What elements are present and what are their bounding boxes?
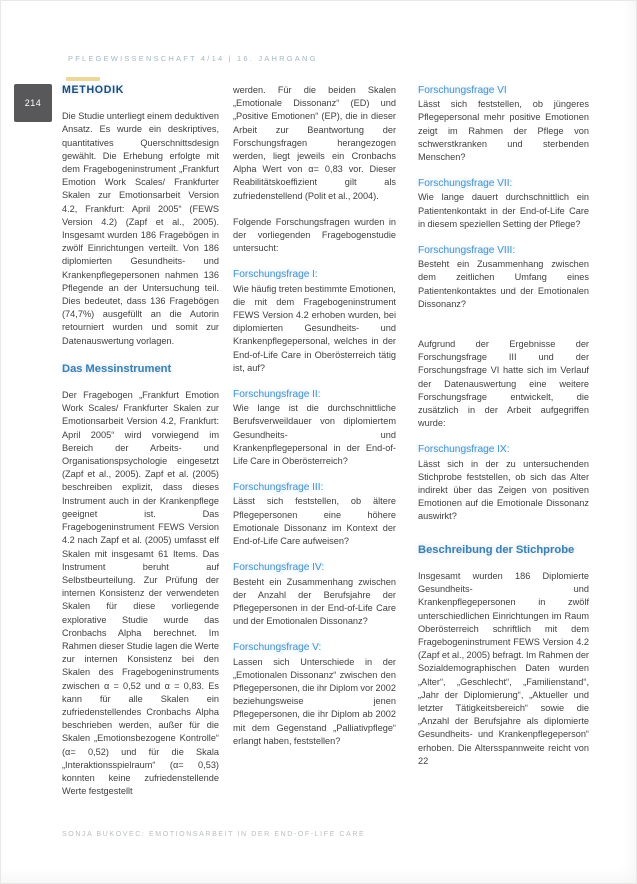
question-label: Forschungsfrage VII:: [418, 178, 513, 190]
research-question-5: [233, 641, 396, 748]
question-label: Forschungsfrage IX:: [418, 444, 510, 456]
middle-column: [233, 84, 396, 748]
research-question-8: [418, 244, 589, 311]
subheading-messinstrument: Das Messinstrument: [62, 362, 172, 375]
question-label: Forschungsfrage V:: [233, 642, 322, 654]
section-heading-methodik: METHODIK: [62, 84, 125, 96]
question-label: Forschungsfrage II:: [233, 389, 321, 401]
journal-header: PFLEGEWISSENSCHAFT 4/14 | 16. JAHRGANG: [68, 54, 318, 63]
question-label: Forschungsfrage I:: [233, 269, 318, 281]
highlight-mark: [66, 77, 100, 81]
page-number-badge: 214: [14, 84, 52, 122]
stichprobe-paragraph: Insgesamt wurden 186 Diplomierte Gesundheits- und Krankenpflegepersonen in zwölf unterschiedlichen Einrichtungen im Raum Oberösterreich schriftlich mit dem Fragebogeninstrument FEWS Version 4.2 (Zapf et al., 2005) befragt. Im Rahmen der Sozialdemographischen Daten wurden „Alter“, „Geschlecht“, „Familienstand“, „Jahr der Diplomierung“, „Aktueller und letzter Tätigkeitsbereich“ sowie die „Anzahl der Berufsjahre als diplomierte Gesundheits- und Krankenpflegeperson“ erhoben. Die Altersspannweite reicht von 22: [418, 570, 589, 766]
methodik-paragraph: Die Studie unterliegt einem deduktiven Ansatz. Es wurde ein deskriptives, quantitatives Querschnittsdesign gewählt. Die Erhebung erfolgte mit dem Fragebogeninstrument „Frankfurt Emotion Work Scales/ Frankfurter Skalen zur Emotionsarbeit Version 4.2, Frankfurt: April 2005“ (FEWS Version 4.2) (Zapf et al., 2005). Insgesamt wurden 186 Fragebögen in zwölf Einrichtungen verteilt. Von 186 diplomierten Gesundheits- und Krankenpflegepersonen nahmen 136 Pflegende an der Untersuchung teil. Dies bedeutet, dass 136 Fragebögen (74,7%) ausgefüllt an die Autorin retourniert wurden und somit zur Datenauswertung vorlagen.: [62, 111, 219, 346]
question-label: Forschungsfrage VIII:: [418, 245, 516, 257]
left-column: [62, 84, 219, 811]
question-text: Wie häufig treten bestimmte Emotionen, die mit dem Fragebogeninstrument FEWS Version 4.2 erhoben wurden, bei diplomierten Gesundheits- und Krankenpflegepersonal, welches in der End-of-Life Care in Oberösterreich tätig ist, auf?: [233, 283, 396, 373]
question-text: Lässt sich feststellen, ob ältere Pflegepersonen eine höhere Emotionale Dissonanz im Kontext der End-of-Life Care aufweisen?: [233, 496, 396, 547]
transition-paragraph: Aufgrund der Ergebnisse der Forschungsfrage III und der Forschungsfrage VI hatte sich im Verlauf der Datenauswertung eine weitere Forschungsfrage entwickelt, die zusätzlich in der Arbeit aufgegriffen wurde:: [418, 339, 589, 429]
research-question-4: [233, 561, 396, 628]
research-question-3: [233, 481, 396, 548]
messinstrument-paragraph: Der Fragebogen „Frankfurt Emotion Work Scales/ Frankfurter Skalen zur Emotionsarbeit Version 4.2, Frankfurt: April 2005“ wird vorwiegend im Bereich der Arbeits- und Organisationspsychologie eingesetzt (Zapf et al., 2005). Zapf et al. (2005) beschreiben explizit, dass dieses Instrument auch in der Krankenpflege geeignet ist. Das Fragebogeninstrument FEWS Version 4.2 nach Zapf et al. (2005) umfasst elf Skalen mit insgesamt 61 Items. Das Instrument beruht auf Selbstbeurteilung. Zur Prüfung der internen Konsistenz der verwendeten Skalen für diese vorliegende explorative Studie wurde das Cronbachs Alpha berechnet. Im Rahmen dieser Studie lagen die Werte zur internen Konsistenz bei den Skalen des Fragebogeninstruments zwischen α = 0,52 und α = 0,83. Es kann für alle Skalen ein zufriedenstellendes Cronbachs Alpha beschrieben werden, außer für die Skalen „Emotionsbezogene Kontrolle“ (α= 0,52) und für die Skala „Interaktionsspielraum“ (α= 0,53) konnten keine zufriedenstellende Werte festgestellt: [62, 390, 219, 797]
question-text: Lässt sich feststellen, ob jüngeres Pflegepersonal mehr positive Emotionen zeigt im Rahmen der Pflege von schwerstkranken und sterbenden Menschen?: [418, 99, 589, 163]
right-column: [418, 84, 589, 781]
subheading-stichprobe: Beschreibung der Stichprobe: [418, 543, 575, 556]
question-label: Forschungsfrage VI: [418, 85, 507, 96]
question-text: Wie lange ist die durchschnittliche Berufsverweildauer von diplomiertem Gesundheits- und Krankenpflegepersonal in der End-of-Life Care in Oberösterreich?: [233, 403, 396, 467]
footer-citation: SONJA BUKOVEC: EMOTIONSARBEIT IN DER END-OF-LIFE CARE: [62, 831, 366, 838]
question-label: Forschungsfrage III:: [233, 482, 324, 494]
research-question-6: [418, 84, 589, 164]
research-question-2: [233, 388, 396, 468]
research-question-7: [418, 177, 589, 231]
question-text: Besteht ein Zusammenhang zwischen dem zeitlichen Umfang eines Patientenkontaktes und der Emotionalen Dissonanz?: [418, 259, 589, 309]
research-question-9: [418, 443, 589, 523]
question-text: Besteht ein Zusammenhang zwischen der Anzahl der Berufsjahre der Pflegepersonen in der End-of-Life Care und der Emotionalen Dissonanz?: [233, 576, 396, 627]
question-text: Lassen sich Unterschiede in der „Emotionalen Dissonanz“ zwischen den Pflegepersonen, die ihr Diplom vor 2002 beziehungsweise jenen Pflegepersonen, die ihr Diplom ab 2002 mit dem Gegenstand „Palliativpflege“ erlangt haben, feststellen?: [233, 656, 396, 746]
research-question-1: [233, 268, 396, 375]
question-label: Forschungsfrage IV:: [233, 562, 325, 574]
intro-questions-paragraph: Folgende Forschungsfragen wurden in der vorliegenden Fragebogenstudie untersucht:: [233, 216, 396, 254]
question-text: Wie lange dauert durchschnittlich ein Patientenkontakt in der End-of-Life Care in diesem speziellen Setting der Pflege?: [418, 192, 589, 229]
question-text: Lässt sich in der zu untersuchenden Stichprobe feststellen, ob sich das Alter indirekt über das Zeigen von positiven Emotionen auf die Emotionale Dissonanz auswirkt?: [418, 458, 589, 522]
continued-paragraph: werden. Für die beiden Skalen „Emotionale Dissonanz“ (ED) und „Positive Emotionen“ (EP), die in dieser Arbeit zur Beantwortung der Forschungsfragen herangezogen werden, liegt jeweils ein Cronbachs Alpha Wert von α= 0,83 vor. Dieser Reabilitätskoeffizient gilt als zufriedenstellend (Polit et al., 2004).: [233, 85, 396, 201]
